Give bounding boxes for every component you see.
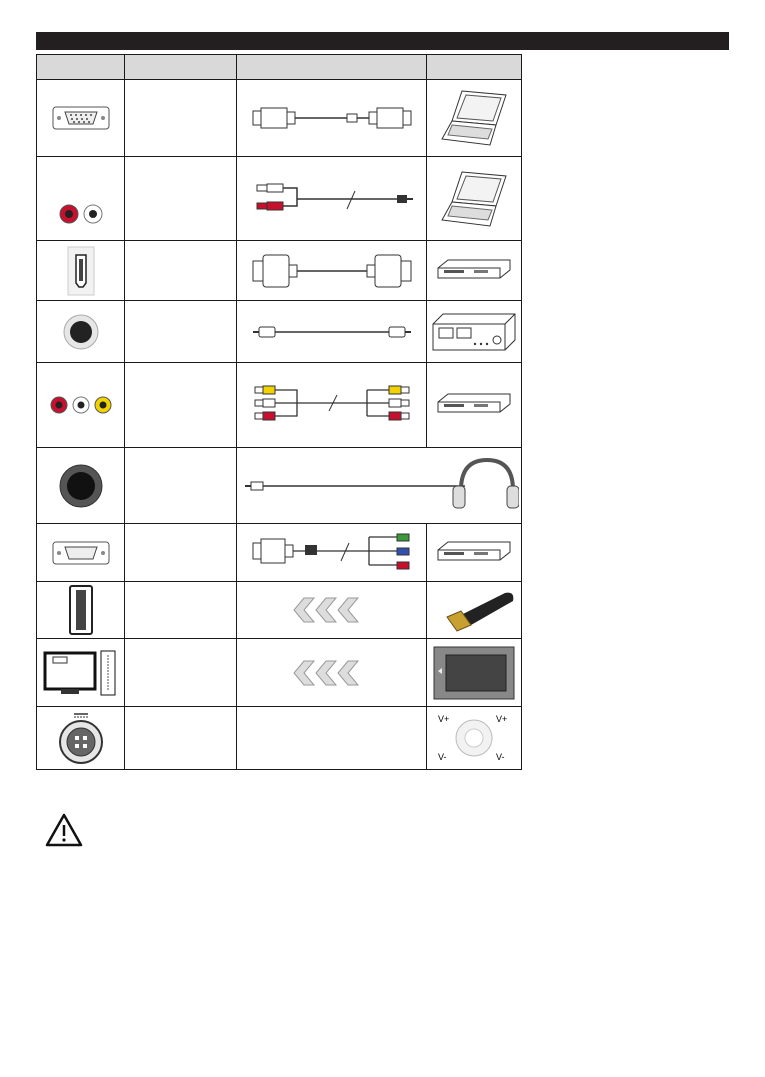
header-device — [427, 55, 522, 80]
dvd-player-icon — [427, 524, 522, 582]
row-label — [125, 241, 237, 301]
hdmi-cable-icon — [237, 241, 427, 301]
vga-port-icon — [37, 80, 125, 157]
insert-arrows-icon — [237, 639, 427, 707]
table-row — [37, 582, 522, 639]
spdif-port-icon — [37, 301, 125, 363]
vga-cable-icon — [237, 80, 427, 157]
audio-rca-port-icon — [37, 157, 125, 241]
hdmi-port-icon — [37, 241, 125, 301]
vga-to-component-cable-icon — [237, 524, 427, 582]
table-row — [37, 363, 522, 448]
row-cable-empty — [237, 707, 427, 770]
row-label — [125, 707, 237, 770]
row-label — [125, 639, 237, 707]
pin-label: V- — [438, 752, 447, 762]
table-row — [37, 301, 522, 363]
table-row — [37, 639, 522, 707]
laptop-icon — [427, 80, 522, 157]
header-type — [125, 55, 237, 80]
pin-label: V+ — [496, 714, 508, 724]
table-row — [37, 707, 522, 770]
amplifier-icon — [427, 301, 522, 363]
headphone-cable-and-device-icon — [237, 448, 522, 524]
row-label — [125, 157, 237, 241]
section-title-bar — [36, 32, 729, 50]
table-row — [37, 448, 522, 524]
table-row — [37, 157, 522, 241]
power-pinout-diagram — [427, 707, 522, 770]
headphone-port-icon — [37, 448, 125, 524]
av-rca-cable-icon — [237, 363, 427, 448]
table-row — [37, 524, 522, 582]
row-label — [125, 524, 237, 582]
dvd-player-icon — [427, 363, 522, 448]
usb-stick-icon — [427, 582, 522, 639]
row-label — [125, 301, 237, 363]
row-label — [125, 363, 237, 448]
dc-power-port-icon — [37, 707, 125, 770]
header-connector — [37, 55, 125, 80]
connection-table — [36, 54, 522, 770]
av-rca-port-icon — [37, 363, 125, 448]
coaxial-cable-icon — [237, 301, 427, 363]
row-label — [125, 80, 237, 157]
row-label — [125, 582, 237, 639]
table-row — [37, 80, 522, 157]
pin-label: V+ — [438, 714, 450, 724]
dvd-player-icon — [427, 241, 522, 301]
header-cables — [237, 55, 427, 80]
ypbpr-vga-port-icon — [37, 524, 125, 582]
rca-to-jack-cable-icon — [237, 157, 427, 241]
table-header-row — [37, 55, 522, 80]
ci-slot-icon — [37, 639, 125, 707]
row-label — [125, 448, 237, 524]
insert-arrows-icon — [237, 582, 427, 639]
warning-triangle-icon — [44, 812, 84, 848]
usb-port-icon — [37, 582, 125, 639]
pin-label: V- — [496, 752, 505, 762]
table-row — [37, 241, 522, 301]
cam-module-icon — [427, 639, 522, 707]
laptop-icon — [427, 157, 522, 241]
